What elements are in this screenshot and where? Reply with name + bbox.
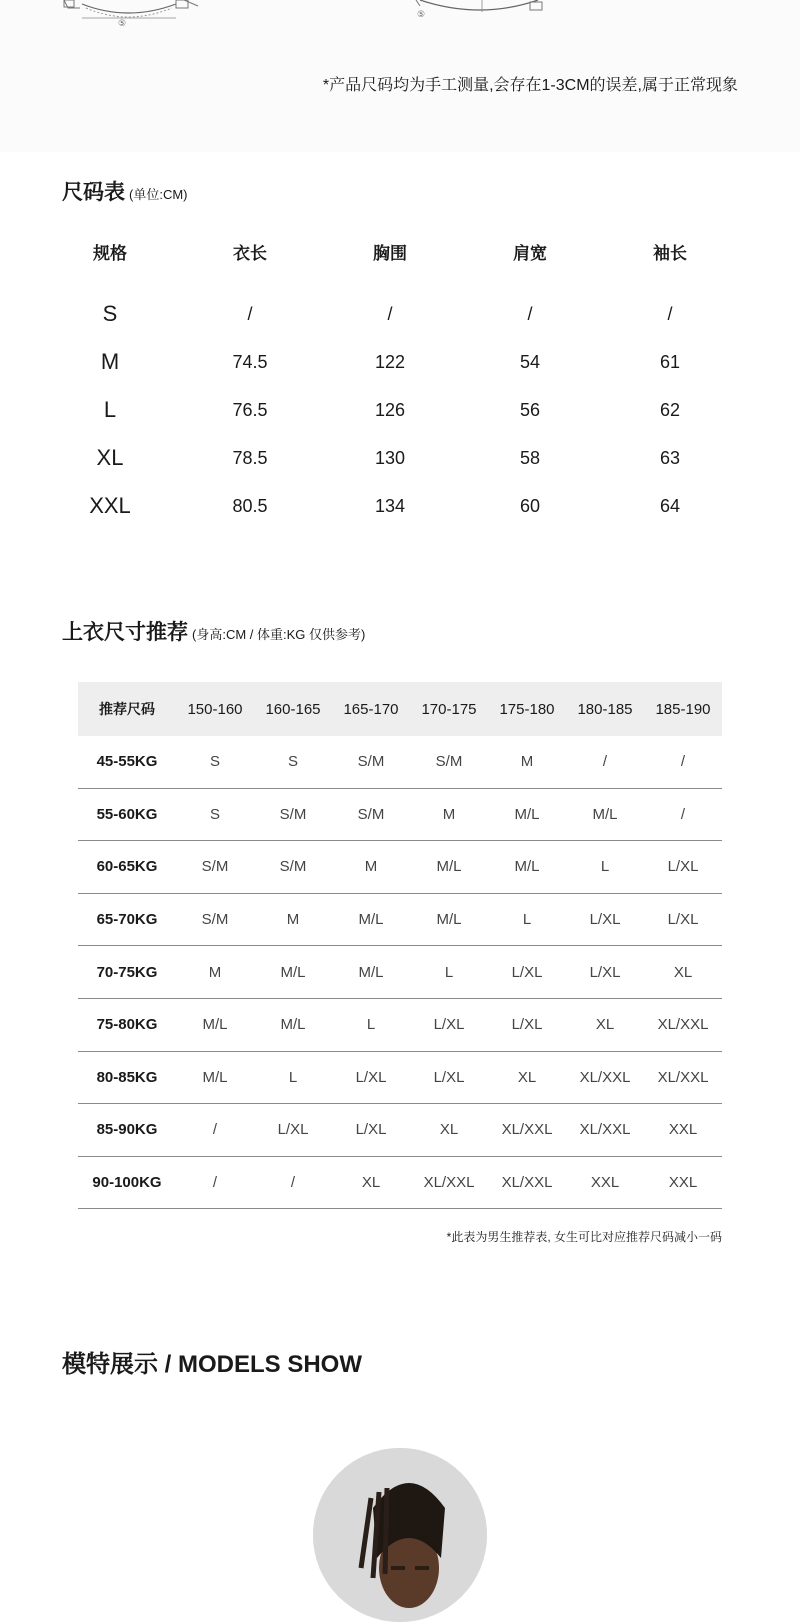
size-header-cell: 肩宽 xyxy=(513,243,547,263)
recommend-size-cell: L xyxy=(444,963,454,981)
recommend-size-cell: XL/XXL xyxy=(501,1121,553,1139)
recommend-size-cell: S/M xyxy=(201,911,229,929)
size-chart-unit: (单位:CM) xyxy=(129,187,188,202)
recommend-row xyxy=(78,1104,722,1157)
size-header-cell: 胸围 xyxy=(373,243,407,263)
size-chart-table xyxy=(40,230,740,530)
recommend-size-cell: S/M xyxy=(357,805,385,823)
recommend-size-cell: M/L xyxy=(202,1016,228,1034)
model-portrait xyxy=(313,1448,487,1622)
size-cell: 78.5 xyxy=(232,447,268,468)
recommend-size-cell: / xyxy=(680,805,686,823)
recommend-size-cell: L/XL xyxy=(433,1068,465,1086)
recommend-header-row xyxy=(78,682,722,736)
recommend-size-cell: L/XL xyxy=(511,963,543,981)
size-chart-row xyxy=(40,434,740,482)
models-title: 模特展示 / MODELS SHOW xyxy=(62,1351,362,1378)
size-cell: M xyxy=(100,349,120,374)
recommend-size-cell: L/XL xyxy=(277,1121,309,1139)
size-cell: 76.5 xyxy=(232,399,268,420)
diagram-marker-left: ⑤ xyxy=(118,18,127,28)
recommend-size-cell: M/L xyxy=(436,858,462,876)
recommend-weight-cell: 70-75KG xyxy=(96,963,158,981)
recommend-size-cell: M/L xyxy=(202,1068,228,1086)
recommend-size-cell: S/M xyxy=(435,753,463,771)
size-chart-row xyxy=(40,290,740,338)
recommend-size-cell: XL xyxy=(673,963,693,981)
size-cell: XL xyxy=(96,445,124,470)
size-cell: / xyxy=(667,303,673,324)
recommend-size-cell: XL xyxy=(595,1016,615,1034)
recommend-size-cell: S xyxy=(209,753,220,771)
recommend-size-cell: / xyxy=(212,1121,218,1139)
recommend-size-cell: S xyxy=(209,805,220,823)
recommend-size-cell: M/L xyxy=(514,805,540,823)
recommend-rows xyxy=(78,736,722,1209)
recommend-header-cell: 185-190 xyxy=(655,700,711,718)
recommend-size-cell: M xyxy=(286,911,300,929)
recommend-header-cell: 160-165 xyxy=(265,700,321,718)
recommend-size-cell: M xyxy=(208,963,222,981)
recommend-size-cell: M/L xyxy=(280,963,306,981)
recommend-size-cell: M/L xyxy=(358,911,384,929)
recommend-size-cell: S/M xyxy=(201,858,229,876)
size-cell: 62 xyxy=(659,399,681,420)
size-cell: 63 xyxy=(659,447,681,468)
recommend-header-cell: 170-175 xyxy=(421,700,477,718)
recommend-size-cell: XXL xyxy=(590,1174,620,1192)
recommend-table xyxy=(78,682,722,1209)
size-cell: 54 xyxy=(519,351,541,372)
size-chart-header-row xyxy=(40,230,740,272)
size-cell: 64 xyxy=(659,495,681,516)
recommend-size-cell: L/XL xyxy=(355,1068,387,1086)
size-cell: / xyxy=(387,303,393,324)
size-header-cell: 规格 xyxy=(93,243,127,263)
recommend-note: *此表为男生推荐表, 女生可比对应推荐尺码减小一码 xyxy=(446,1230,722,1244)
recommend-size-cell: XL xyxy=(361,1174,381,1192)
recommend-size-cell: M xyxy=(442,805,456,823)
recommend-header-cell: 180-185 xyxy=(577,700,633,718)
recommend-size-cell: XL/XXL xyxy=(423,1174,475,1192)
recommend-size-cell: XXL xyxy=(668,1174,698,1192)
recommend-row xyxy=(78,946,722,999)
recommend-size-cell: / xyxy=(290,1174,296,1192)
recommend-size-cell: XL xyxy=(517,1068,537,1086)
recommend-size-cell: S xyxy=(287,753,298,771)
recommend-row xyxy=(78,736,722,789)
recommend-row xyxy=(78,789,722,842)
recommend-size-cell: M/L xyxy=(280,1016,306,1034)
recommend-size-cell: S/M xyxy=(279,858,307,876)
size-chart-title: 尺码表 xyxy=(62,181,125,204)
size-cell: XXL xyxy=(89,493,131,518)
model-photo xyxy=(313,1448,487,1622)
recommend-size-cell: M/L xyxy=(514,858,540,876)
recommend-size-cell: / xyxy=(680,753,686,771)
recommend-weight-cell: 65-70KG xyxy=(96,911,158,929)
size-chart-row xyxy=(40,482,740,530)
recommend-title: 上衣尺寸推荐 xyxy=(62,621,188,644)
recommend-size-cell: / xyxy=(212,1174,218,1192)
size-chart-row xyxy=(40,338,740,386)
recommend-size-cell: XL/XXL xyxy=(657,1068,709,1086)
recommend-size-cell: L/XL xyxy=(511,1016,543,1034)
recommend-size-cell: L/XL xyxy=(589,911,621,929)
garment-diagram-left xyxy=(58,0,208,32)
recommend-header-cell: 150-160 xyxy=(187,700,243,718)
recommend-size-cell: / xyxy=(602,753,608,771)
recommend-weight-cell: 60-65KG xyxy=(96,858,158,876)
recommend-size-cell: L xyxy=(288,1068,298,1086)
measurement-note: *产品尺码均为手工测量,会存在1-3CM的误差,属于正常现象 xyxy=(322,77,738,94)
garment-diagram-area xyxy=(0,0,800,152)
recommend-weight-cell: 55-60KG xyxy=(96,805,158,823)
recommend-row xyxy=(78,1052,722,1105)
size-header-cell: 袖长 xyxy=(653,243,687,263)
recommend-header-cell: 175-180 xyxy=(499,700,555,718)
size-cell: 134 xyxy=(374,495,406,516)
garment-diagram-right xyxy=(410,0,550,22)
recommend-unit: (身高:CM / 体重:KG 仅供参考) xyxy=(192,627,366,642)
recommend-size-cell: S/M xyxy=(279,805,307,823)
recommend-size-cell: L/XL xyxy=(433,1016,465,1034)
recommend-heading xyxy=(62,616,365,646)
size-cell: 126 xyxy=(374,399,406,420)
recommend-row xyxy=(78,999,722,1052)
diagram-marker-right: ⑤ xyxy=(417,9,426,19)
recommend-size-cell: L/XL xyxy=(667,858,699,876)
recommend-size-cell: XL/XXL xyxy=(657,1016,709,1034)
recommend-row xyxy=(78,1157,722,1210)
recommend-size-cell: XL/XXL xyxy=(579,1121,631,1139)
recommend-size-cell: XXL xyxy=(668,1121,698,1139)
recommend-weight-cell: 45-55KG xyxy=(96,753,158,771)
size-cell: 122 xyxy=(374,351,406,372)
recommend-size-cell: XL/XXL xyxy=(579,1068,631,1086)
size-cell: 56 xyxy=(519,399,541,420)
recommend-weight-cell: 85-90KG xyxy=(96,1121,158,1139)
recommend-size-cell: XL xyxy=(439,1121,459,1139)
recommend-size-cell: M/L xyxy=(358,963,384,981)
recommend-size-cell: M xyxy=(364,858,378,876)
recommend-size-cell: L/XL xyxy=(589,963,621,981)
size-chart-heading xyxy=(62,176,188,206)
recommend-size-cell: L xyxy=(522,911,532,929)
recommend-size-cell: M/L xyxy=(592,805,618,823)
size-cell: 58 xyxy=(519,447,541,468)
size-cell: 80.5 xyxy=(232,495,268,516)
recommend-size-cell: L/XL xyxy=(355,1121,387,1139)
recommend-weight-cell: 80-85KG xyxy=(96,1068,158,1086)
size-cell: 74.5 xyxy=(232,351,268,372)
recommend-weight-cell: 90-100KG xyxy=(92,1174,162,1192)
recommend-size-cell: M xyxy=(520,753,534,771)
recommend-weight-cell: 75-80KG xyxy=(96,1016,158,1034)
recommend-header-cell: 165-170 xyxy=(343,700,399,718)
size-cell: / xyxy=(247,303,253,324)
size-cell: S xyxy=(102,301,118,326)
recommend-size-cell: L xyxy=(366,1016,376,1034)
recommend-size-cell: S/M xyxy=(357,753,385,771)
recommend-row xyxy=(78,894,722,947)
size-cell: 130 xyxy=(374,447,406,468)
size-header-cell: 衣长 xyxy=(233,243,267,263)
size-cell: L xyxy=(103,397,117,422)
recommend-size-cell: M/L xyxy=(436,911,462,929)
size-chart-row xyxy=(40,386,740,434)
size-cell: / xyxy=(527,303,533,324)
size-cell: 61 xyxy=(659,351,681,372)
recommend-size-cell: XL/XXL xyxy=(501,1174,553,1192)
recommend-size-cell: L/XL xyxy=(667,911,699,929)
size-cell: 60 xyxy=(519,495,541,516)
recommend-size-cell: L xyxy=(600,858,610,876)
recommend-header-cell: 推荐尺码 xyxy=(99,701,155,717)
recommend-row xyxy=(78,841,722,894)
